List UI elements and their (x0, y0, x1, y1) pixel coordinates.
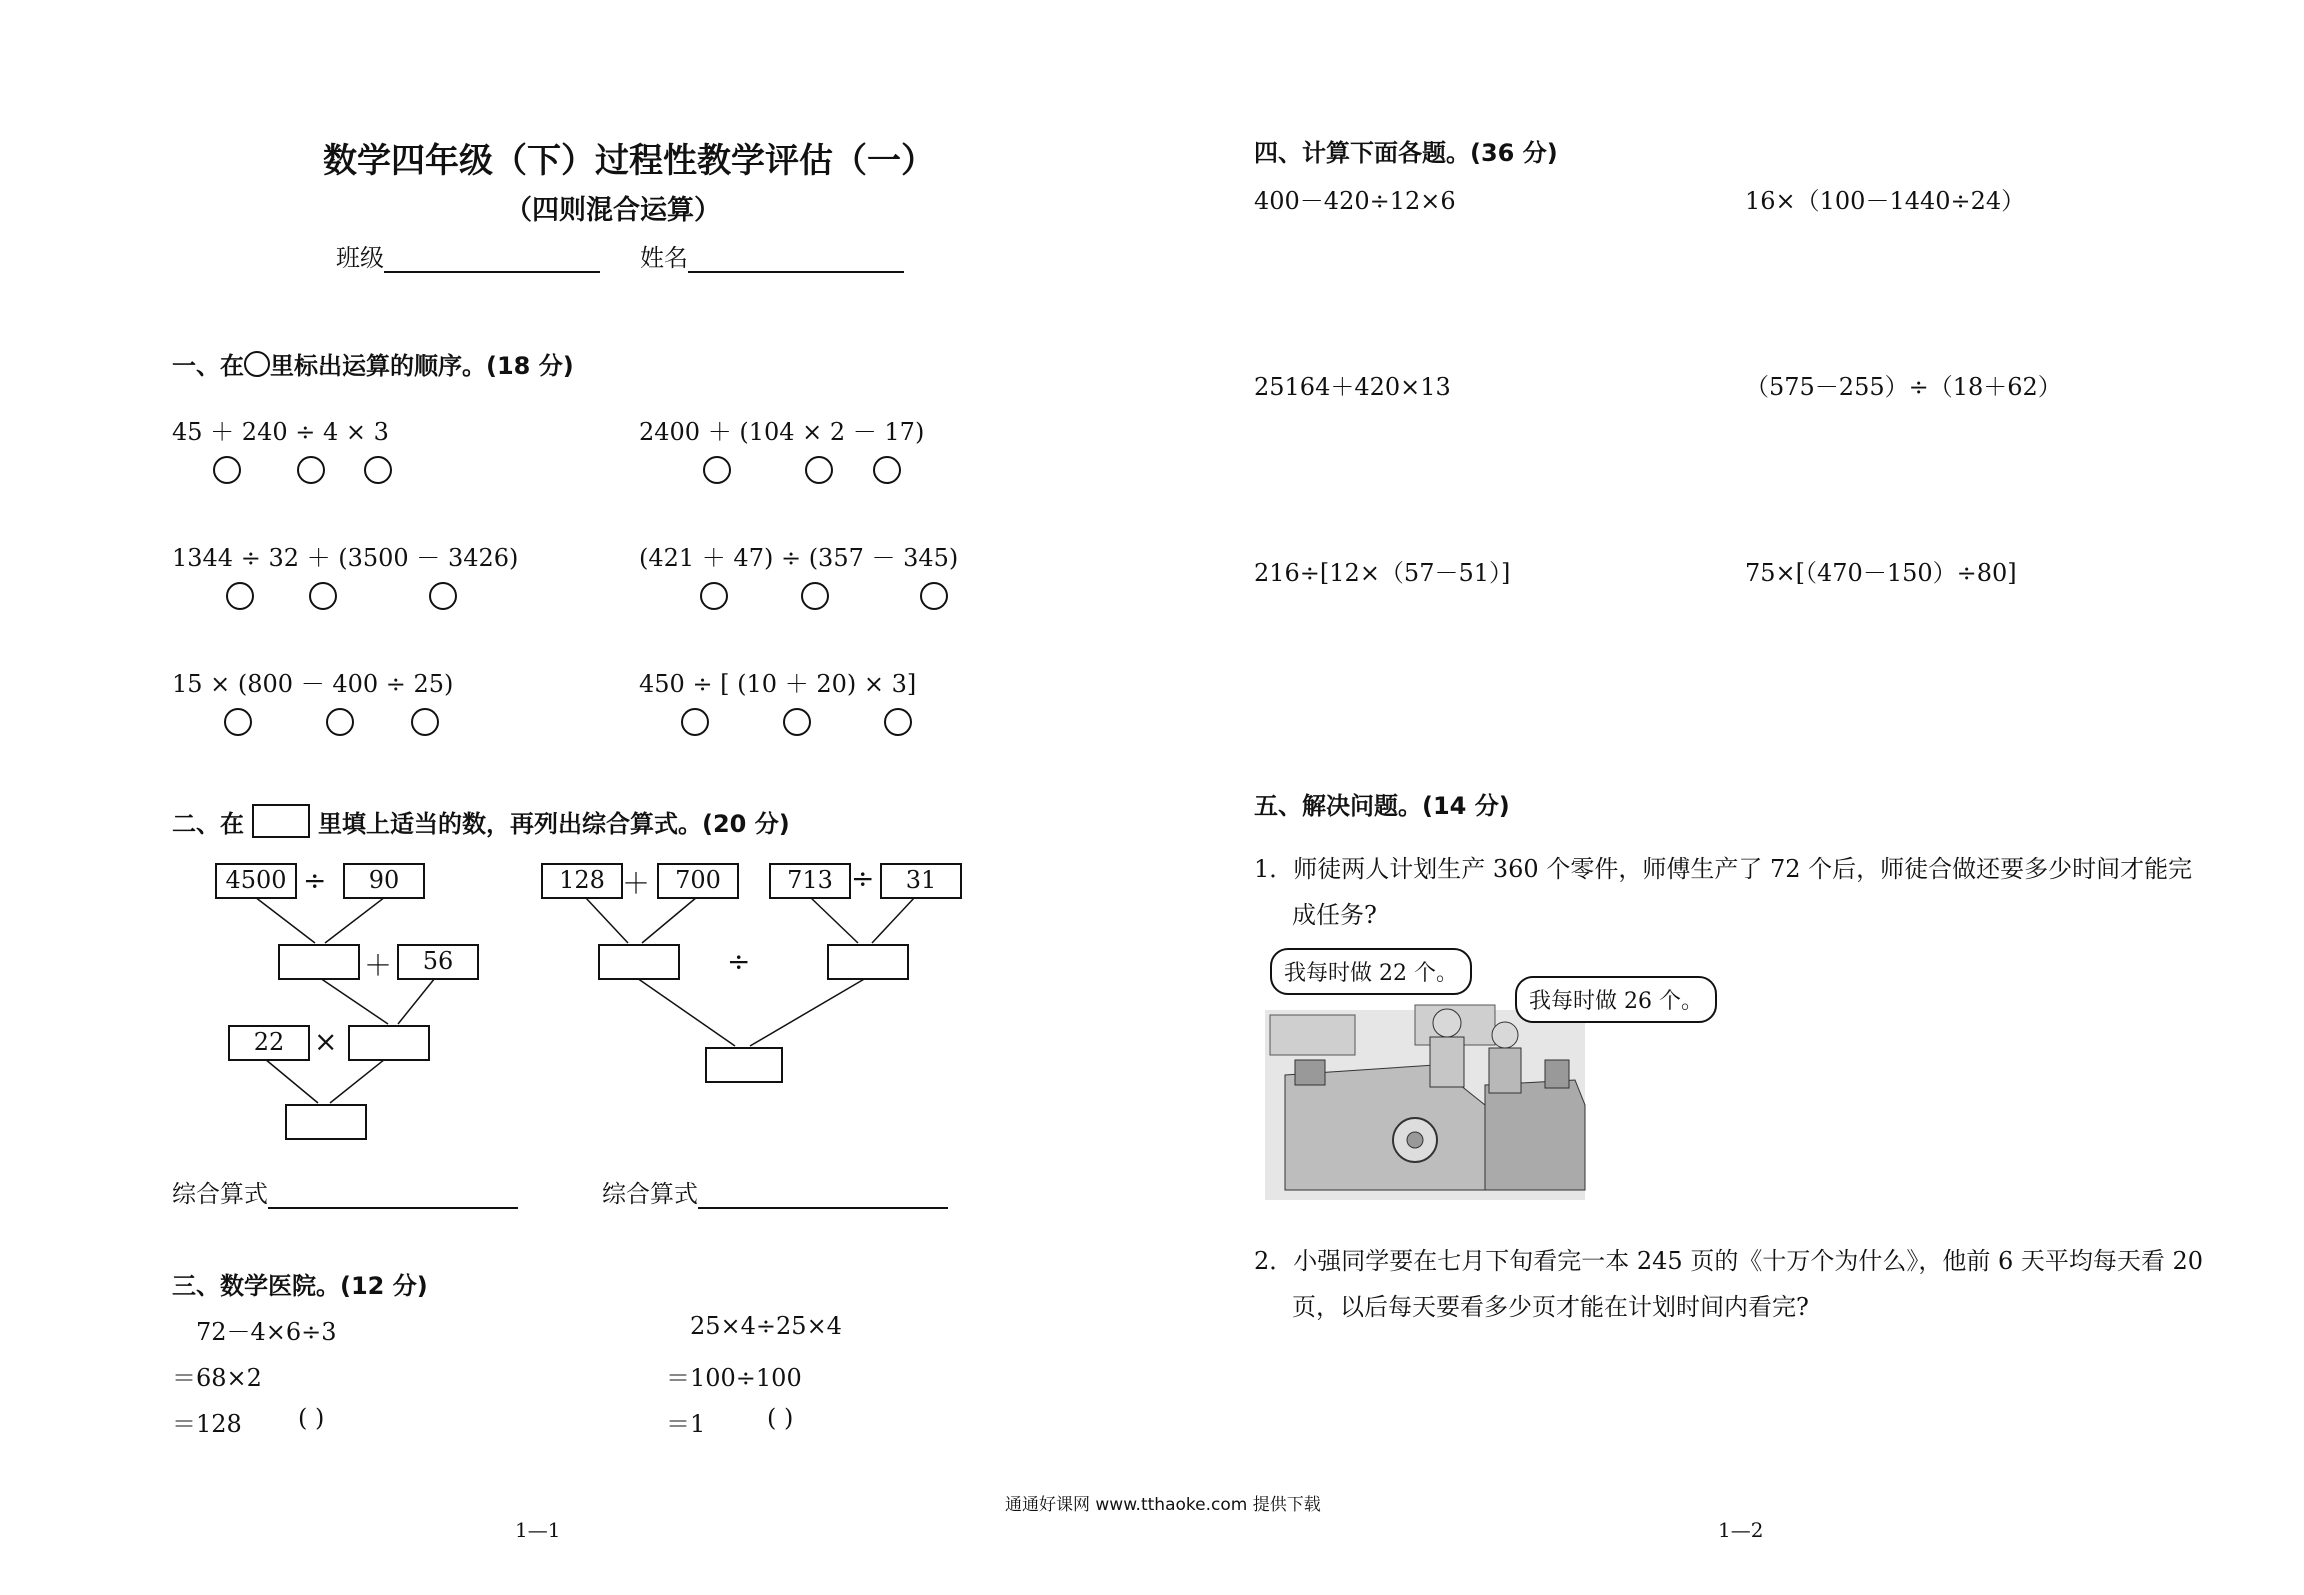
s3-left-line-3: ＝128 (172, 1410, 242, 1438)
page-number-left: 1—1 (515, 1518, 561, 1542)
answer-box[interactable] (705, 1047, 783, 1083)
calc-problem: 400－420÷12×6 (1254, 187, 1456, 215)
divide-operator: ÷ (851, 862, 875, 895)
formula-field-1 (172, 1174, 518, 1209)
section4-heading: 四、计算下面各题。(36 分) (1254, 139, 1558, 167)
q1-text-line-2: 成任务? (1292, 901, 1377, 929)
formula-label: 综合算式 (172, 1180, 268, 1208)
multiply-operator: × (314, 1025, 338, 1058)
s1-expr-3: 1344 ÷ 32 ＋ (3500 － 3426) (172, 544, 519, 572)
name-label: 姓名 (640, 244, 688, 272)
given-number-box: 56 (397, 944, 479, 980)
q2-text-line-2: 页，以后每天要看多少页才能在计划时间内看完? (1292, 1293, 1809, 1321)
section1-heading: 一、在 里标出运算的顺序。(18 分) (172, 352, 574, 380)
given-number-box: 700 (657, 863, 739, 899)
section5-heading: 五、解决问题。(14 分) (1254, 792, 1510, 820)
s3-right-line-3: ＝1 (666, 1410, 706, 1438)
plus-operator: ＋ (364, 949, 393, 982)
speech-bubble-1: 我每时做 22 个。 (1270, 948, 1472, 995)
answer-box[interactable] (598, 944, 680, 980)
s3-right-line-1: 25×4÷25×4 (690, 1312, 842, 1340)
class-label: 班级 (336, 244, 384, 272)
s1-expr-2: 2400 ＋ (104 × 2 － 17) (639, 418, 925, 446)
s1-expr-6: 450 ÷ [ (10 ＋ 20) × 3] (639, 670, 917, 698)
divide-operator: ÷ (303, 864, 327, 897)
tree-connector-lines (0, 0, 1200, 1200)
s3-left-line-1: 72－4×6÷3 (196, 1318, 337, 1346)
given-number-box: 713 (769, 863, 851, 899)
given-number-box: 90 (343, 863, 425, 899)
answer-box[interactable] (827, 944, 909, 980)
s3-left-line-2: ＝68×2 (172, 1364, 262, 1392)
calc-problem: （575－255）÷（18＋62） (1745, 373, 2062, 401)
judgement-parens[interactable]: ( ) (767, 1404, 794, 1432)
page-number-right: 1—2 (1718, 1518, 1764, 1542)
s1-expr-4: (421 ＋ 47) ÷ (357 － 345) (639, 544, 959, 572)
section3-heading: 三、数学医院。(12 分) (172, 1272, 428, 1300)
page-title: 数学四年级（下）过程性教学评估（一） (323, 141, 935, 181)
given-number-box: 22 (228, 1025, 310, 1061)
plus-operator: ＋ (622, 867, 651, 900)
given-number-box: 31 (880, 863, 962, 899)
page-subtitle: （四则混合运算） (505, 195, 721, 226)
speech-bubble-2: 我每时做 26 个。 (1515, 976, 1717, 1023)
formula-label: 综合算式 (602, 1180, 698, 1208)
s1-expr-5: 15 × (800 － 400 ÷ 25) (172, 670, 454, 698)
answer-box[interactable] (278, 944, 360, 980)
s1-expr-1: 45 ＋ 240 ÷ 4 × 3 (172, 418, 389, 446)
formula-blank[interactable] (698, 1207, 948, 1209)
divide-operator: ÷ (727, 945, 751, 978)
q1-text-line-1: 1．师徒两人计划生产 360 个零件，师傅生产了 72 个后，师徒合做还要多少时间才能完 (1254, 855, 2193, 883)
answer-box[interactable] (348, 1025, 430, 1061)
s3-right-line-2: ＝100÷100 (666, 1364, 802, 1392)
answer-box[interactable] (285, 1104, 367, 1140)
calc-problem: 75×[（470－150）÷80] (1745, 559, 2017, 587)
calc-problem: 16×（100－1440÷24） (1745, 187, 2026, 215)
q2-text-line-1: 2．小强同学要在七月下旬看完一本 245 页的《十万个为什么》，他前 6 天平均每天看 20 (1254, 1247, 2204, 1275)
judgement-parens[interactable]: ( ) (298, 1404, 325, 1432)
source-watermark: 通通好课网 www.tthaoke.com 提供下载 (1005, 1495, 1321, 1515)
formula-blank[interactable] (268, 1207, 518, 1209)
given-number-box: 4500 (215, 863, 297, 899)
section2-heading: 二、在 里填上适当的数，再列出综合算式。(20 分) (172, 804, 790, 839)
formula-field-2 (602, 1174, 948, 1209)
calc-problem: 216÷[12×（57－51）] (1254, 559, 1511, 587)
given-number-box: 128 (541, 863, 623, 899)
calc-problem: 25164＋420×13 (1254, 373, 1451, 401)
